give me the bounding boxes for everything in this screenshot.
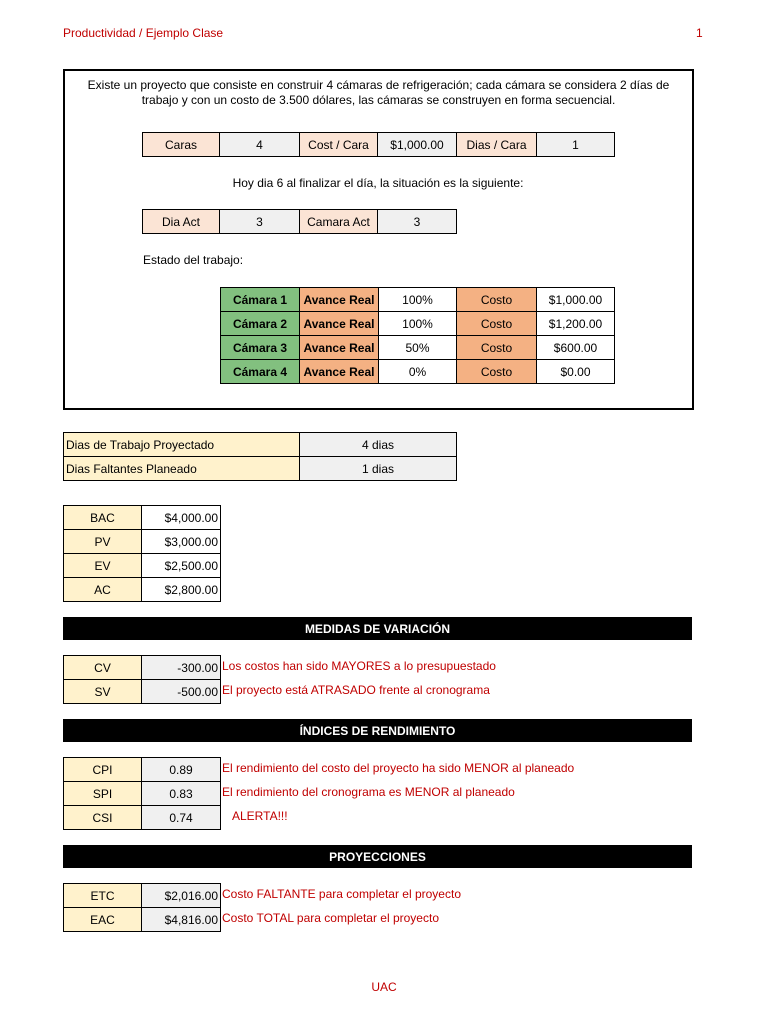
bac-label: BAC [63,505,142,530]
avance-label: Avance Real [299,287,379,312]
page-number: 1 [696,26,703,40]
intro-text: Existe un proyecto que consiste en construir 4 cámaras de refrigeración; cada cámara se considera 2 días de trabajo y con un costo de 3.500 dólares, las cámaras se construyen en forma secuencial. [87,78,670,107]
cv-note: Los costos han sido MAYORES a lo presupuestado [222,659,496,673]
costo-label: Costo [456,287,537,312]
ev-value: $2,500.00 [141,553,221,578]
sv-value: -500.00 [141,679,221,704]
costo-value: $600.00 [536,335,615,360]
dia-act-label: Dia Act [142,209,220,234]
cv-value: -300.00 [141,655,221,680]
situation-text: Hoy dia 6 al finalizar el día, la situación es la siguiente: [232,176,524,190]
cost-label: Cost / Cara [299,132,378,157]
dias-faltantes-label: Dias Faltantes Planeado [63,456,300,481]
dias-value: 1 [536,132,615,157]
projections-header: PROYECCIONES [63,845,692,868]
eac-label: EAC [63,907,142,932]
cost-value: $1,000.00 [377,132,457,157]
dias-label: Dias / Cara [456,132,537,157]
bac-value: $4,000.00 [141,505,221,530]
caras-label: Caras [142,132,220,157]
cpi-note: El rendimiento del costo del proyecto ha sido MENOR al planeado [222,761,575,775]
avance-label: Avance Real [299,335,379,360]
csi-value: 0.74 [141,805,221,830]
avance-value: 100% [378,287,457,312]
etc-value: $2,016.00 [141,883,221,908]
spi-note: El rendimiento del cronograma es MENOR al planeado [222,785,515,799]
cpi-label: CPI [63,757,142,782]
csi-alert: ALERTA!!! [232,809,288,823]
camara-3-label: Cámara 3 [220,335,300,360]
dias-proyectado-value: 4 dias [299,432,457,457]
pv-value: $3,000.00 [141,529,221,554]
avance-value: 100% [378,311,457,336]
costo-value: $1,200.00 [536,311,615,336]
camara-act-value: 3 [377,209,457,234]
cpi-value: 0.89 [141,757,221,782]
dia-act-value: 3 [219,209,300,234]
costo-label: Costo [456,359,537,384]
caras-value: 4 [219,132,300,157]
spi-value: 0.83 [141,781,221,806]
eac-value: $4,816.00 [141,907,221,932]
dias-proyectado-label: Dias de Trabajo Proyectado [63,432,300,457]
avance-label: Avance Real [299,311,379,336]
ac-label: AC [63,577,142,602]
estado-label: Estado del trabajo: [143,253,244,267]
camara-4-label: Cámara 4 [220,359,300,384]
etc-label: ETC [63,883,142,908]
camara-2-label: Cámara 2 [220,311,300,336]
csi-label: CSI [63,805,142,830]
avance-value: 0% [378,359,457,384]
costo-label: Costo [456,311,537,336]
camara-act-label: Camara Act [299,209,378,234]
document-title: Productividad / Ejemplo Clase [63,26,224,40]
spi-label: SPI [63,781,142,806]
etc-note: Costo FALTANTE para completar el proyecto [222,887,461,901]
sv-note: El proyecto está ATRASADO frente al cronograma [222,683,490,697]
pv-label: PV [63,529,142,554]
footer-text: UAC [371,980,397,994]
sv-label: SV [63,679,142,704]
cv-label: CV [63,655,142,680]
ev-label: EV [63,553,142,578]
costo-value: $0.00 [536,359,615,384]
variation-header: MEDIDAS DE VARIACIÓN [63,617,692,640]
dias-faltantes-value: 1 dias [299,456,457,481]
avance-value: 50% [378,335,457,360]
camara-1-label: Cámara 1 [220,287,300,312]
eac-note: Costo TOTAL para completar el proyecto [222,911,439,925]
ac-value: $2,800.00 [141,577,221,602]
costo-value: $1,000.00 [536,287,615,312]
costo-label: Costo [456,335,537,360]
avance-label: Avance Real [299,359,379,384]
performance-header: ÍNDICES DE RENDIMIENTO [63,719,692,742]
